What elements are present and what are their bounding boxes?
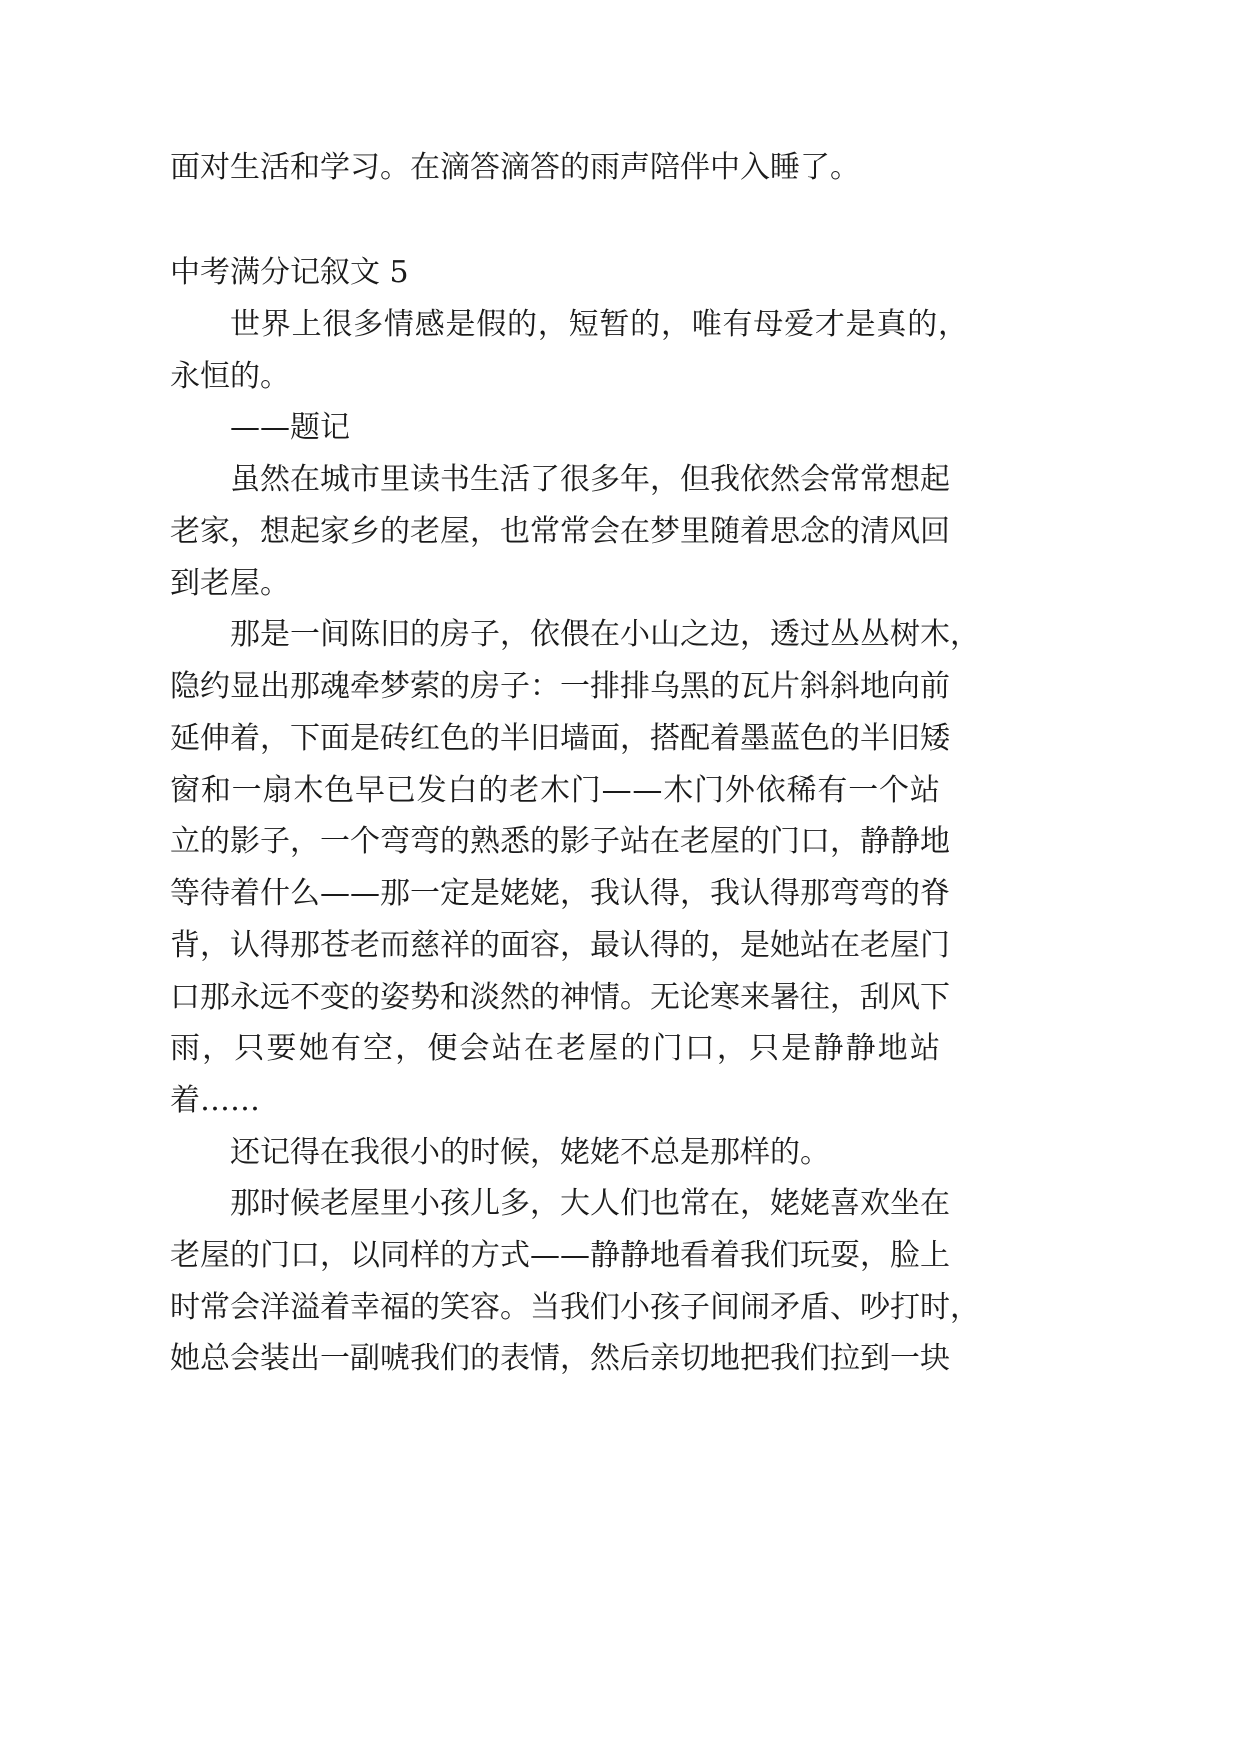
paragraph-line: 雨 ， 只 要 她 有 空 ， 便 会 站 在 老 屋 的 门 口 ， 只 是 静 静 地 站: [170, 1031, 940, 1066]
paragraph-line: 着……: [170, 1083, 260, 1118]
paragraph-line: 立 的 影 子 ， 一 个 弯 弯 的 熟 悉 的 影 子 站 在 老 屋 的 门 口 ， 静 静 地: [170, 824, 950, 859]
epigraph-line: 世 界 上 很 多 情 感 是 假 的 ， 短 暂 的 ， 唯 有 母 爱 才 是 真 的 ，: [230, 307, 968, 342]
paragraph-line: 背 ， 认 得 那 苍 老 而 慈 祥 的 面 容 ， 最 认 得 的 ， 是 她 站 在 老 屋 门: [170, 928, 950, 963]
epigraph-line: 永恒的。: [170, 359, 290, 394]
paragraph-line: 口 那 永 远 不 变 的 姿 势 和 淡 然 的 神 情 。 无 论 寒 来 暑 往 ， 刮 风 下: [170, 980, 950, 1015]
epigraph-attribution: ——题记: [230, 410, 350, 445]
intro-line: 面对生活和学习。在滴答滴答的雨声陪伴中入睡了。: [170, 150, 860, 185]
paragraph-line: 隐 约 显 出 那 魂 牵 梦 萦 的 房 子 ： 一 排 排 乌 黑 的 瓦 片 斜 斜 地 向 前: [170, 669, 950, 704]
paragraph-line: 老 家 ， 想 起 家 乡 的 老 屋 ， 也 常 常 会 在 梦 里 随 着 思 念 的 清 风 回: [170, 514, 950, 549]
paragraph-line: 她 总 会 装 出 一 副 唬 我 们 的 表 情 ， 然 后 亲 切 地 把 我 们 拉 到 一 块: [170, 1341, 950, 1376]
section-title: 中考满分记叙文 5: [170, 255, 409, 290]
paragraph-line: 到老屋。: [170, 566, 290, 601]
paragraph-line: 那 时 候 老 屋 里 小 孩 儿 多 ， 大 人 们 也 常 在 ， 姥 姥 喜 欢 坐 在: [230, 1186, 950, 1221]
paragraph-line: 还记得在我很小的时候，姥姥不总是那样的。: [230, 1135, 830, 1170]
paragraph-line: 那 是 一 间 陈 旧 的 房 子 ， 依 偎 在 小 山 之 边 ， 透 过 丛 丛 树 木 ，: [230, 617, 980, 652]
paragraph-line: 等 待 着 什 么 — — 那 一 定 是 姥 姥 ， 我 认 得 ， 我 认 得 那 弯 弯 的 脊: [170, 876, 950, 911]
paragraph-line: 虽 然 在 城 市 里 读 书 生 活 了 很 多 年 ， 但 我 依 然 会 常 常 想 起: [230, 462, 950, 497]
paragraph-line: 时 常 会 洋 溢 着 幸 福 的 笑 容 。 当 我 们 小 孩 子 间 闹 矛 盾 、 吵 打 时 ，: [170, 1290, 980, 1325]
paragraph-line: 老 屋 的 门 口 ， 以 同 样 的 方 式 — — 静 静 地 看 着 我 们 玩 耍 ， 脸 上: [170, 1238, 950, 1273]
paragraph-line: 延 伸 着 ， 下 面 是 砖 红 色 的 半 旧 墙 面 ， 搭 配 着 墨 蓝 色 的 半 旧 矮: [170, 721, 950, 756]
paragraph-line: 窗 和 一 扇 木 色 早 已 发 白 的 老 木 门 — — 木 门 外 依 稀 有 一 个 站: [170, 773, 940, 808]
